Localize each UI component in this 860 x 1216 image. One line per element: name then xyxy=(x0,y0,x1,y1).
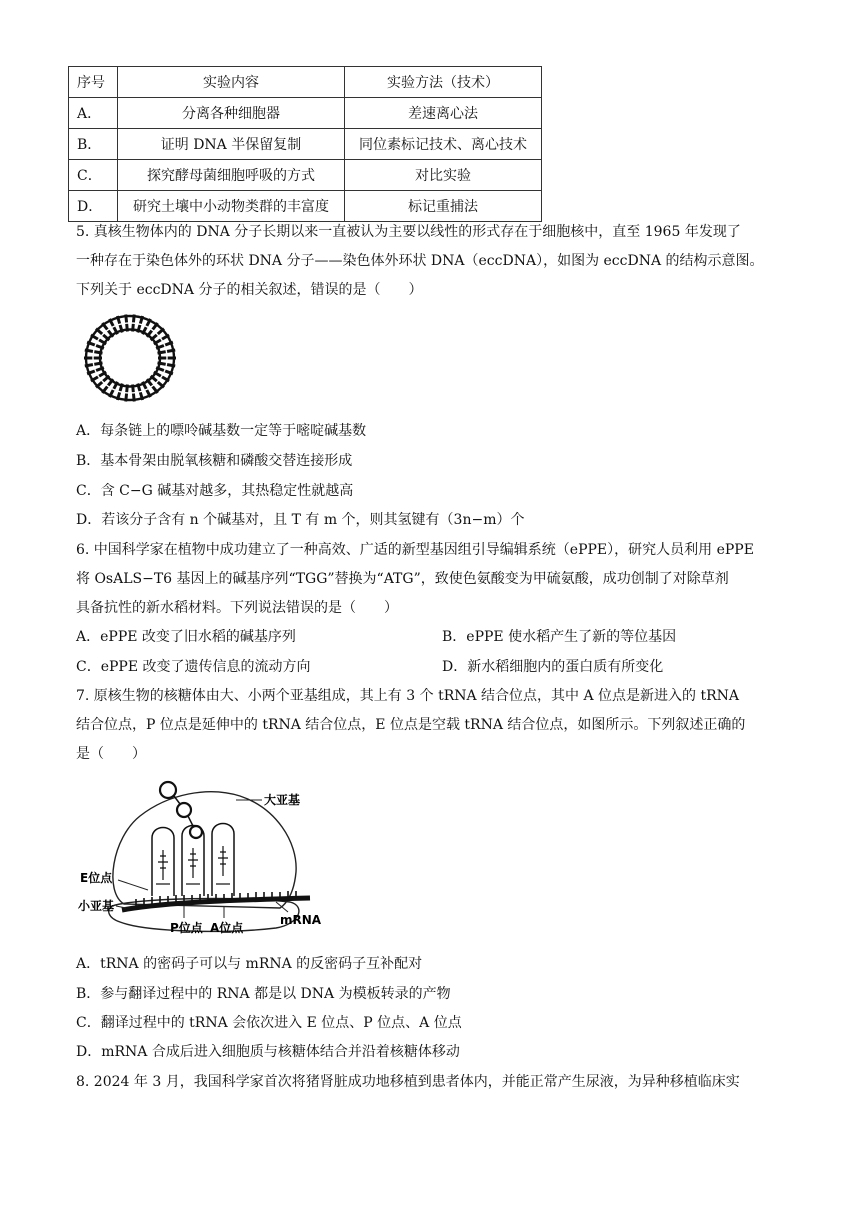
table-row xyxy=(69,98,542,129)
table-row xyxy=(69,191,542,222)
q5-option-a: A．每条链上的嘌呤碱基数一定等于嘧啶碱基数 xyxy=(76,423,367,439)
label-p-site: P位点 xyxy=(170,921,203,935)
table-cell: 证明 DNA 半保留复制 xyxy=(118,129,345,160)
q7-stem-line: 7. 原核生物的核糖体由大、小两个亚基组成，其上有 3 个 tRNA 结合位点，其中 A 位点是新进入的 tRNA xyxy=(76,688,740,704)
q5-stem-line: 下列关于 eccDNA 分子的相关叙述，错误的是（ ） xyxy=(76,282,423,298)
label-large-subunit: 大亚基 xyxy=(264,793,301,807)
q5-option-c: C．含 C−G 碱基对越多，其热稳定性就越高 xyxy=(76,483,354,499)
q5-stem-line: 一种存在于染色体外的环状 DNA 分子——染色体外环状 DNA（eccDNA），如图为 eccDNA 的结构示意图。 xyxy=(76,253,764,269)
label-a-site: A位点 xyxy=(210,921,244,935)
q6-stem-line: 将 OsALS−T6 基因上的碱基序列“TGG”替换为“ATG”，致使色氨酸变为甲硫氨酸，成功创制了对除草剂 xyxy=(76,571,729,587)
label-small-subunit: 小亚基 xyxy=(78,899,115,913)
q8-stem-line: 8. 2024 年 3 月，我国科学家首次将猪肾脏成功地移植到患者体内，并能正常产生尿液，为异种移植临床实 xyxy=(76,1074,740,1090)
label-e-site: E位点 xyxy=(80,871,113,885)
table-cell: 差速离心法 xyxy=(345,98,542,129)
table-cell: 同位素标记技术、离心技术 xyxy=(345,129,542,160)
table-cell: B． xyxy=(69,129,118,160)
q5-option-d: D．若该分子含有 n 个碱基对，且 T 有 m 个，则其氢键有（3n−m）个 xyxy=(76,512,525,528)
table-cell: 对比实验 xyxy=(345,160,542,191)
table-cell: 研究土壤中小动物类群的丰富度 xyxy=(118,191,345,222)
q7-stem-line: 是（ ） xyxy=(76,746,146,762)
q6-option-a: A．ePPE 改变了旧水稻的碱基序列 xyxy=(76,629,296,645)
label-mrna: mRNA xyxy=(280,913,322,927)
table-row xyxy=(69,129,542,160)
table-cell: 标记重捕法 xyxy=(345,191,542,222)
q6-option-d: D．新水稻细胞内的蛋白质有所变化 xyxy=(442,659,664,675)
table-header-cell: 实验内容 xyxy=(118,67,345,98)
table-cell: 探究酵母菌细胞呼吸的方式 xyxy=(118,160,345,191)
table-row xyxy=(69,160,542,191)
ribosome-figure xyxy=(76,772,336,942)
eccdna-ring-figure xyxy=(74,308,186,408)
table-cell: 分离各种细胞器 xyxy=(118,98,345,129)
q5-option-b: B．基本骨架由脱氧核糖和磷酸交替连接形成 xyxy=(76,453,353,469)
q6-option-c: C．ePPE 改变了遗传信息的流动方向 xyxy=(76,659,311,675)
table-cell: C． xyxy=(69,160,118,191)
q7-option-c: C．翻译过程中的 tRNA 会依次进入 E 位点、P 位点、A 位点 xyxy=(76,1015,462,1031)
table-cell: A． xyxy=(69,98,118,129)
q7-stem-line: 结合位点，P 位点是延伸中的 tRNA 结合位点，E 位点是空载 tRNA 结合位点，如图所示。下列叙述正确的 xyxy=(76,717,746,733)
q7-option-d: D．mRNA 合成后进入细胞质与核糖体结合并沿着核糖体移动 xyxy=(76,1044,460,1060)
table-header-cell: 实验方法（技术） xyxy=(345,67,542,98)
q6-option-b: B．ePPE 使水稻产生了新的等位基因 xyxy=(442,629,677,645)
q6-stem-line: 具备抗性的新水稻材料。下列说法错误的是（ ） xyxy=(76,600,398,616)
table-header-cell: 序号 xyxy=(69,67,118,98)
q7-option-a: A．tRNA 的密码子可以与 mRNA 的反密码子互补配对 xyxy=(76,956,423,972)
q6-stem-line: 6. 中国科学家在植物中成功建立了一种高效、广适的新型基因组引导编辑系统（ePPE），研究人员利用 ePPE xyxy=(76,542,754,558)
experiment-table xyxy=(68,66,542,222)
table-cell: D． xyxy=(69,191,118,222)
q5-stem-line: 5. 真核生物体内的 DNA 分子长期以来一直被认为主要以线性的形式存在于细胞核中，直至 1965 年发现了 xyxy=(76,224,741,240)
q7-option-b: B．参与翻译过程中的 RNA 都是以 DNA 为模板转录的产物 xyxy=(76,986,451,1002)
table-header-row xyxy=(69,67,542,98)
